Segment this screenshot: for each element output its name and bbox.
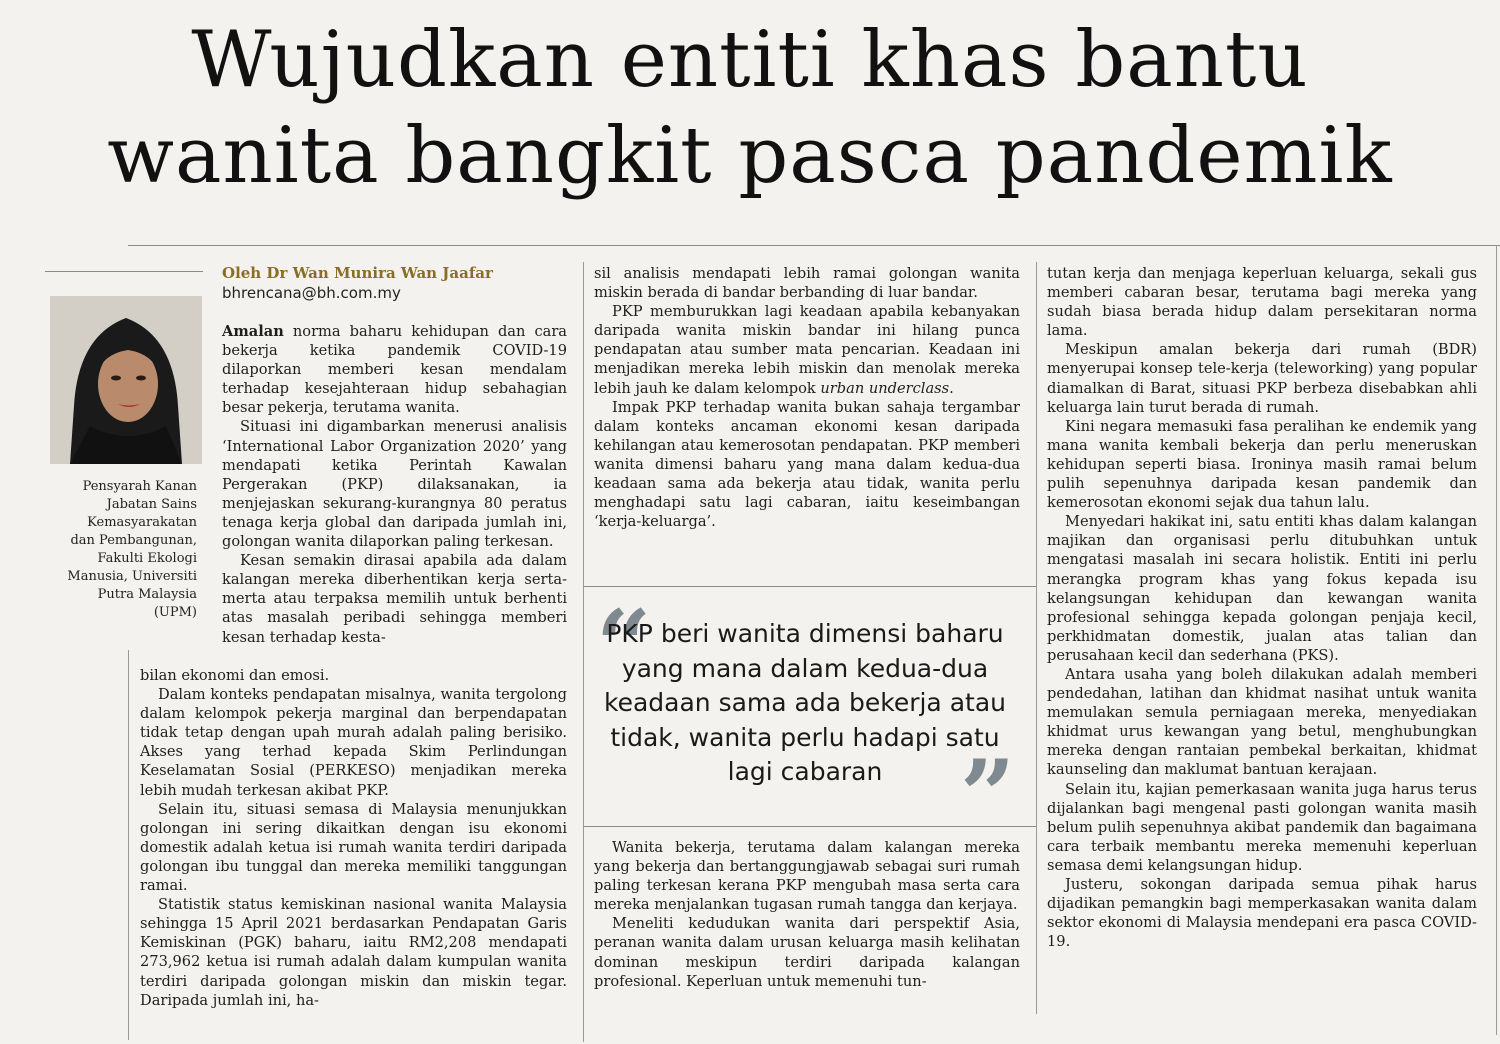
emphasis-text: urban underclass xyxy=(820,379,950,397)
column-divider-1 xyxy=(583,262,584,1042)
paragraph: Selain itu, situasi semasa di Malaysia menunjukkan golongan ini sering dikaitkan dengan isu ekonomi domestik adalah ketua isi rumah wanita terdiri daripada golongan ibu tunggal dan mereka memiliki tanggungan ramai. xyxy=(140,800,567,895)
paragraph: Menyedari hakikat ini, satu entiti khas dalam kalangan majikan dan organisasi perlu ditubuhkan untuk mengatasi masalah ini secara holistik. Entiti ini perlu merangka program khas yang fokus kepada isu kelangsungan kehidupan dan kewangan wanita profesional sehingga kepada golongan penjaja kecil, perkhidmatan domestik, jualan atas talian dan perusahaan kecil dan sederhana (PKS). xyxy=(1047,513,1477,664)
paragraph: Wanita bekerja, terutama dalam kalangan mereka yang bekerja dan bertanggungjawab sebagai suri rumah paling terkesan kerana PKP mengubah masa serta cara mereka menjalankan tugasan rumah tangga dan kerjaya. xyxy=(594,839,1020,914)
close-quote-icon: ” xyxy=(960,739,1016,852)
caption-line: Putra Malaysia xyxy=(97,587,197,602)
paragraph: Kesan semakin dirasai apabila ada dalam kalangan mereka diberhentikan kerja serta-merta atau terpaksa memilih untuk berhenti atas masalah peribadi sehingga memberi kesan terhadap kesta- xyxy=(222,552,567,646)
column-2-lower xyxy=(594,838,1020,991)
pullquote: PKP beri wanita dimensi baharu yang mana dalam kedua-dua keadaan sama ada bekerja atau tidak, wanita perlu hadapi satu lagi cabaran xyxy=(603,619,1006,786)
paragraph-continuation: sil analisis mendapati lebih ramai golongan wanita miskin berada di bandar berbanding di luar bandar. xyxy=(594,265,1020,302)
paragraph: Antara usaha yang boleh dilakukan adalah memberi pendedahan, latihan dan khidmat nasihat untuk wanita memulakan semula perniagaan mereka, menyediakan khidmat urus kewangan yang betul, menghubungkan mereka dengan rantaian pembekal berkaitan, khidmat kaunseling dan maklumat bantuan kerajaan. xyxy=(1047,665,1477,779)
paragraph: Justeru, sokongan daripada semua pihak harus dijadikan pemangkin bagi memperkasakan wanita dalam sektor ekonomi di Malaysia mendepani era pasca COVID-19. xyxy=(1047,876,1477,951)
caption-line: Jabatan Sains xyxy=(106,497,197,512)
paragraph-continuation: tutan kerja dan menjaga keperluan keluarga, sekali gus memberi cabaran besar, terutama bagi mereka yang sudah biasa berada hidup dalam persekitaran norma lama. xyxy=(1047,265,1477,340)
caption-line: Manusia, Universiti xyxy=(67,569,197,584)
headline-line-1: Wujudkan entiti khas bantu xyxy=(191,15,1309,105)
column-divider-right xyxy=(1496,245,1497,1035)
byline-author: Oleh Dr Wan Munira Wan Jaafar xyxy=(222,264,493,282)
headline-line-2: wanita bangkit pasca pandemik xyxy=(107,111,1393,201)
column-1-upper xyxy=(222,322,567,647)
paragraph-text: norma baharu kehidupan dan cara bekerja ketika pandemik COVID-19 dilaporkan memberi kesan mendalam terhadap kesejahteraan hidup sebahagian besar pekerja, terutama wanita. xyxy=(222,323,567,417)
pullquote-rule-bottom xyxy=(583,826,1036,827)
paragraph: Impak PKP terhadap wanita bukan sahaja tergambar dalam konteks ancaman ekonomi kesan daripada kehilangan atau kemerosotan pendapatan. PKP memberi wanita dimensi baharu yang mana dalam kedua-dua keadaan sama ada bekerja atau tidak, wanita perlu menghadapi satu lagi cabaran, iaitu keseimbangan ‘kerja-keluarga’. xyxy=(594,398,1020,531)
headline xyxy=(0,12,1500,204)
paragraph: Kini negara memasuki fasa peralihan ke endemik yang mana wanita kembali bekerja dan perlu meneruskan kehidupan seperti biasa. Ironinya masih ramai belum pulih sepenuhnya daripada kesan pandemik dan kemerosotan ekonomi sejak dua tahun lalu. xyxy=(1047,417,1477,512)
caption-line: Kemasyarakatan xyxy=(87,515,197,530)
byline xyxy=(222,263,567,303)
lead-word: Amalan xyxy=(222,323,284,340)
author-caption xyxy=(45,478,197,622)
column-3 xyxy=(1047,264,1477,951)
paragraph: Selain itu, kajian pemerkasaan wanita juga harus terus dijalankan bagi mengenal pasti golongan wanita masih belum pulih sepenuhnya akibat pandemik dan bagaimana cara terbaik membantu mereka memenuhi keperluan semasa demi kelangsungan hidup. xyxy=(1047,780,1477,874)
column-divider-2 xyxy=(1036,262,1037,1014)
paragraph xyxy=(222,322,567,417)
paragraph-continuation: bilan ekonomi dan emosi. xyxy=(140,667,330,684)
paragraph: Situasi ini digambarkan menerusi analisis ‘International Labor Organization 2020’ yang mendapati ketika Perintah Kawalan Pergerakan (PKP) dilaksanakan, ia menjejaskan sekurang-kurangnya 80 peratus tenaga kerja global dan daripada jumlah ini, golongan wanita dilaporkan paling terkesan. xyxy=(222,418,567,551)
paragraph: Statistik status kemiskinan nasional wanita Malaysia sehingga 15 April 2021 berdasarkan Pendapatan Garis Kemiskinan (PGK) baharu, iaitu RM2,208 mendapati 273,962 ketua isi rumah adalah dalam kumpulan wanita terdiri daripada golongan miskin dan miskin tegar. Daripada jumlah ini, ha- xyxy=(140,896,567,1009)
paragraph: Meskipun amalan bekerja dari rumah (BDR) menyerupai konsep tele-kerja (teleworking) yang popular diamalkan di Barat, situasi PKP berbeza disebabkan ahli keluarga lain turut berada di rumah. xyxy=(1047,341,1477,416)
top-rule xyxy=(128,245,1500,246)
paragraph-text: . xyxy=(949,379,954,397)
photo-rule xyxy=(45,271,203,272)
author-portrait-image xyxy=(50,296,202,464)
caption-line: dan Pembangunan, xyxy=(70,533,197,548)
paragraph xyxy=(594,302,1020,397)
column-2-upper xyxy=(594,264,1020,531)
byline-email[interactable]: bhrencana@bh.com.my xyxy=(222,284,401,302)
pullquote-rule-top xyxy=(583,586,1036,587)
author-photo xyxy=(50,296,202,464)
open-quote-icon: “ xyxy=(596,589,652,702)
column-divider-left xyxy=(128,650,129,1040)
paragraph-text: PKP memburukkan lagi keadaan apabila kebanyakan daripada wanita miskin bandar ini hilang punca pendapatan atau sumber mata pencarian. Keadaan ini menjadikan mereka lebih miskin dan menolak mereka lebih jauh ke dalam kelompok xyxy=(594,303,1020,397)
caption-line: Pensyarah Kanan xyxy=(82,479,197,494)
caption-line: (UPM) xyxy=(153,605,197,620)
column-1-lower xyxy=(140,666,567,1010)
paragraph: Meneliti kedudukan wanita dari perspektif Asia, peranan wanita dalam urusan keluarga masih kelihatan dominan meskipun terdiri daripada kalangan profesional. Keperluan untuk memenuhi tun- xyxy=(594,915,1020,990)
paragraph: Dalam konteks pendapatan misalnya, wanita tergolong dalam kelompok pekerja marginal dan berpendapatan tidak tetap dengan upah murah adalah paling berisiko. Akses yang terhad kepada Skim Perlindungan Keselamatan Sosial (PERKESO) menjadikan mereka lebih mudah terkesan akibat PKP. xyxy=(140,686,567,799)
caption-line: Fakulti Ekologi xyxy=(97,551,197,566)
